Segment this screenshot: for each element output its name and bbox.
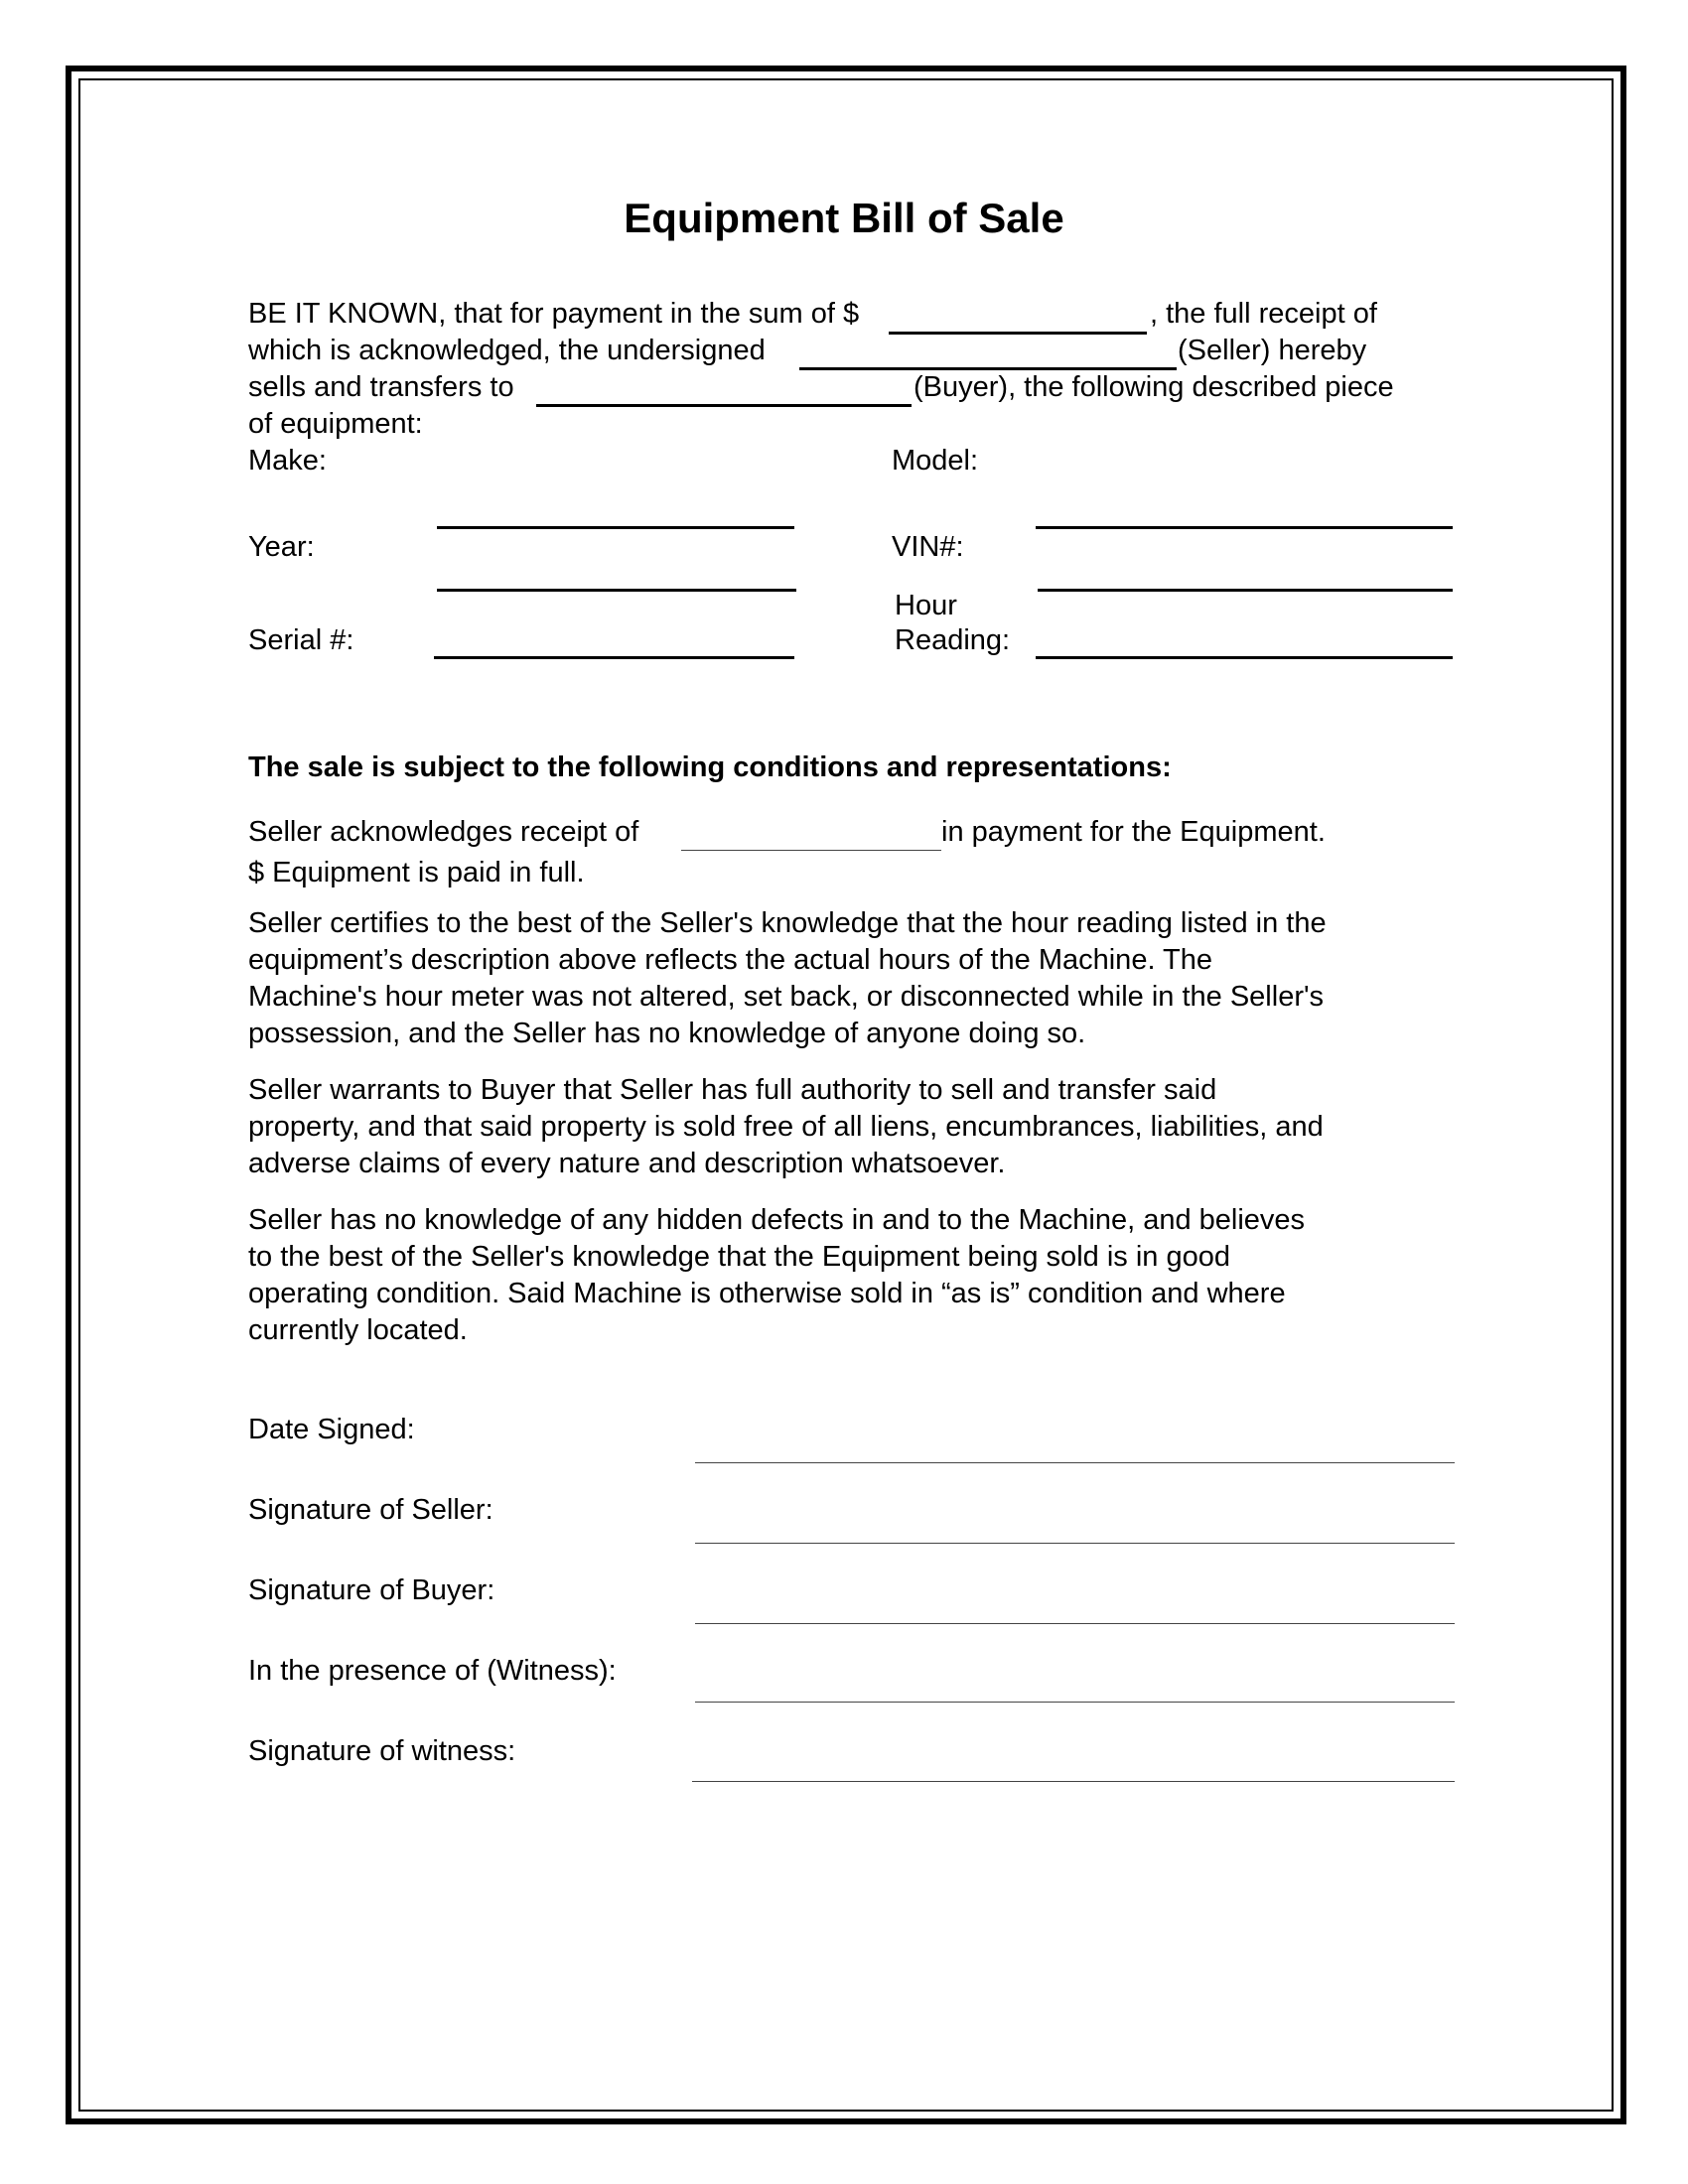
para1-line2: equipment’s description above reflects the actual hours of the Machine. The bbox=[248, 944, 1213, 976]
intro-line2-b: (Seller) hereby bbox=[1178, 335, 1367, 366]
para2-line2: property, and that said property is sold free of all liens, encumbrances, liabilities, and bbox=[248, 1111, 1324, 1143]
year-field[interactable] bbox=[437, 589, 796, 592]
receipt-text-a: Seller acknowledges receipt of bbox=[248, 816, 639, 848]
make-label: Make: bbox=[248, 445, 327, 477]
conditions-heading: The sale is subject to the following conditions and representations: bbox=[248, 751, 1172, 783]
reading-label: Reading: bbox=[895, 624, 1011, 656]
para3-line4: currently located. bbox=[248, 1314, 468, 1346]
para1-line1: Seller certifies to the best of the Seller's knowledge that the hour reading listed in the bbox=[248, 907, 1327, 939]
model-label: Model: bbox=[892, 445, 979, 477]
model-field[interactable] bbox=[1036, 526, 1453, 529]
buyer-signature-label: Signature of Buyer: bbox=[248, 1574, 495, 1606]
para3-line1: Seller has no knowledge of any hidden defects in and to the Machine, and believes bbox=[248, 1204, 1306, 1236]
intro-line1-b: , the full receipt of bbox=[1150, 298, 1377, 330]
witness-presence-label: In the presence of (Witness): bbox=[248, 1655, 617, 1687]
intro-line3-a: sells and transfers to bbox=[248, 371, 514, 403]
para3-line3: operating condition. Said Machine is otherwise sold in “as is” condition and where bbox=[248, 1278, 1286, 1309]
serial-label: Serial #: bbox=[248, 624, 354, 656]
para1-line4: possession, and the Seller has no knowledge of anyone doing so. bbox=[248, 1018, 1086, 1049]
make-field[interactable] bbox=[437, 526, 794, 529]
paid-in-full: $ Equipment is paid in full. bbox=[248, 857, 585, 888]
para2-line1: Seller warrants to Buyer that Seller has full authority to sell and transfer said bbox=[248, 1074, 1217, 1106]
witness-presence-field[interactable] bbox=[695, 1702, 1455, 1703]
vin-label: VIN#: bbox=[892, 531, 964, 563]
intro-line4: of equipment: bbox=[248, 408, 423, 440]
intro-line2-a: which is acknowledged, the undersigned bbox=[248, 335, 766, 366]
para2-line3: adverse claims of every nature and description whatsoever. bbox=[248, 1148, 1006, 1179]
witness-signature-label: Signature of witness: bbox=[248, 1735, 516, 1767]
vin-field[interactable] bbox=[1038, 589, 1453, 592]
intro-line1-a: BE IT KNOWN, that for payment in the sum of $ bbox=[248, 298, 860, 330]
buyer-signature-field[interactable] bbox=[695, 1623, 1455, 1624]
buyer-name-blank[interactable] bbox=[536, 404, 912, 407]
receipt-amount-blank[interactable] bbox=[681, 850, 941, 851]
year-label: Year: bbox=[248, 531, 315, 563]
para1-line3: Machine's hour meter was not altered, set back, or disconnected while in the Seller's bbox=[248, 981, 1325, 1013]
para3-line2: to the best of the Seller's knowledge that the Equipment being sold is in good bbox=[248, 1241, 1230, 1273]
seller-signature-field[interactable] bbox=[695, 1543, 1455, 1544]
date-signed-label: Date Signed: bbox=[248, 1414, 415, 1445]
hour-reading-field[interactable] bbox=[1036, 656, 1453, 659]
intro-line3-b: (Buyer), the following described piece bbox=[914, 371, 1394, 403]
serial-field[interactable] bbox=[434, 656, 794, 659]
seller-signature-label: Signature of Seller: bbox=[248, 1494, 493, 1526]
witness-signature-field[interactable] bbox=[692, 1781, 1455, 1782]
date-signed-field[interactable] bbox=[695, 1462, 1455, 1463]
receipt-text-b: in payment for the Equipment. bbox=[941, 816, 1326, 848]
document-title: Equipment Bill of Sale bbox=[624, 195, 1064, 241]
hour-label: Hour bbox=[895, 590, 957, 621]
payment-sum-blank[interactable] bbox=[889, 332, 1147, 335]
